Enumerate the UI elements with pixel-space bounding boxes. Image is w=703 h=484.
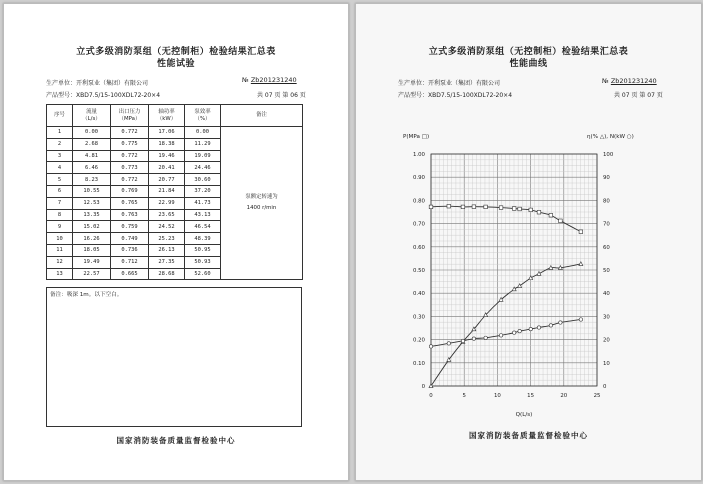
y-right-tick-label: 80 [603,198,610,205]
table-cell: 0.773 [111,162,149,174]
y-left-tick-label: 0.30 [412,314,425,321]
report-number [242,76,297,84]
performance-chart [356,119,701,419]
report-no-label: № [602,77,609,85]
table-cell: 52.60 [185,268,221,280]
table-header-row [47,105,303,127]
report-no-value: Zb201231240 [250,76,297,84]
chart-grid [431,154,597,386]
table-cell: 12.53 [73,197,111,209]
table-cell: 30.60 [185,174,221,186]
pressure-point [484,205,488,209]
pressure-point [518,207,522,211]
pressure-point [529,208,533,212]
y-left-tick-label: 0.20 [412,337,425,344]
table-cell: 0.00 [185,127,221,139]
table-cell: 18.05 [73,244,111,256]
table-cell: 0.772 [111,150,149,162]
model-label: 产品型号： [46,92,77,99]
x-tick-label: 20 [560,393,568,399]
y-right-tick-label: 70 [603,221,610,228]
power-point [518,329,521,332]
pressure-point [461,205,465,209]
x-axis-label: Q(L/s) [515,412,533,418]
efficiency-curve [431,264,581,386]
y-left-tick-label: 0.80 [412,198,425,205]
power-point [579,318,582,321]
table-cell: 4.81 [73,150,111,162]
remark-line: 泵额定转速为 [245,194,278,201]
results-table-page [3,3,349,481]
pressure-point [579,230,583,234]
y-left-tick-label: 0.50 [412,268,425,274]
report-no-value: Zb201231240 [610,77,657,85]
table-cell: 10 [47,233,73,245]
table-cell: 27.35 [149,256,185,268]
table-cell: 37.20 [185,185,221,197]
table-cell: 11 [47,244,73,256]
table-cell: 0.775 [111,138,149,150]
table-cell: 0.712 [111,256,149,268]
table-cell: 19.49 [73,256,111,268]
issuer-footer: 国家消防装备质量监督检验中心 [116,436,236,445]
table-cell: 2 [47,138,73,150]
table-cell: 4 [47,162,73,174]
efficiency-point [529,276,533,280]
y-left-tick-label: 0.40 [412,291,425,298]
manufacturer-line [46,78,148,87]
table-cell: 0.772 [111,174,149,186]
power-point [472,337,475,340]
table-cell: 0.749 [111,233,149,245]
table-cell: 46.54 [185,221,221,233]
efficiency-point [579,262,583,266]
table-cell: 8.23 [73,174,111,186]
table-cell: 11.29 [185,138,221,150]
table-cell: 16.26 [73,233,111,245]
power-point [484,336,487,339]
table-cell: 0.759 [111,221,149,233]
report-number [602,77,657,85]
table-cell: 0.763 [111,209,149,221]
table-cell: 26.13 [149,244,185,256]
table-cell: 2.68 [73,138,111,150]
x-tick-label: 0 [429,393,433,399]
manufacturer-value: 开利泵业（集团）有限公司 [428,80,501,87]
x-tick-label: 5 [462,393,466,399]
power-point [512,331,515,334]
pressure-point [472,205,476,209]
table-cell: 22.99 [149,197,185,209]
table-cell: 50.93 [185,256,221,268]
table-cell: 43.13 [185,209,221,221]
y-left-tick-label: 0.60 [412,244,425,251]
table-cell: 13.35 [73,209,111,221]
manufacturer-label: 生产单位： [46,80,77,87]
pressure-point [559,219,563,223]
power-point [559,321,562,324]
x-tick-label: 10 [493,393,501,399]
table-cell: 22.57 [73,268,111,280]
table-cell: 3 [47,150,73,162]
remark-line: 1400 r/min [246,205,277,212]
table-cell: 28.68 [149,268,185,280]
table-cell: 18.38 [149,138,185,150]
power-point [529,327,532,330]
table-cell: 12 [47,256,73,268]
table-cell: 41.73 [185,197,221,209]
table-cell: 19.09 [185,150,221,162]
y-left-tick-label: 0.90 [412,175,425,182]
y-right-tick-label: 50 [603,268,610,274]
y-right-tick-label: 40 [603,291,610,298]
table-cell: 0.736 [111,244,149,256]
y-right-tick-label: 90 [603,175,610,182]
model-line [398,90,512,99]
table-cell: 21.84 [149,185,185,197]
y-right-axis-label: η(% △), N(kW ○) [587,134,634,140]
table-cell: 15.02 [73,221,111,233]
table-cell: 10.55 [73,185,111,197]
table-cell: 19.46 [149,150,185,162]
table-cell: 24.52 [149,221,185,233]
table-cell: 48.39 [185,233,221,245]
y-left-axis-label: P(MPa □) [403,134,430,140]
page-count: 共 07 页 第 07 页 [614,92,663,99]
manufacturer-line [398,78,500,87]
table-cell: 0.765 [111,197,149,209]
table-cell: 6 [47,185,73,197]
performance-curve-page [355,3,702,481]
table-cell: 25.23 [149,233,185,245]
power-point [461,339,464,342]
manufacturer-label: 生产单位： [398,80,429,87]
table-cell: 17.06 [149,127,185,139]
table-header-cell: 轴功率 （kW） [149,105,185,127]
table-header-cell: 备注 [221,105,303,127]
x-tick-label: 25 [593,393,601,399]
y-left-tick-label: 0.70 [412,221,425,228]
page-title: 立式多级消防泵组（无控制柜）检验结果汇总表 [76,47,276,57]
performance-table [46,104,303,280]
x-tick-label: 15 [527,393,535,399]
model-value: XBD7.5/15-100XDL72-20×4 [428,92,513,99]
pressure-point [429,205,433,209]
table-cell: 50.95 [185,244,221,256]
table-cell: 0.769 [111,185,149,197]
table-cell: 5 [47,174,73,186]
y-left-tick-label: 0.10 [412,360,425,367]
table-cell: 13 [47,268,73,280]
y-right-tick-label: 10 [603,360,610,367]
table-cell: 0.772 [111,127,149,139]
table-cell: 1 [47,127,73,139]
table-cell: 8 [47,209,73,221]
remark-cell [221,127,303,280]
y-left-tick-label: 0 [421,384,425,390]
table-header-cell: 序号 [47,105,73,127]
table-cell: 7 [47,197,73,209]
table-body [47,127,303,280]
power-curve [431,319,581,346]
table-row [47,127,303,139]
issuer-footer: 国家消防装备质量监督检验中心 [469,431,588,440]
page-count: 共 07 页 第 06 页 [257,92,306,99]
power-point [429,345,432,348]
y-right-tick-label: 20 [603,337,610,344]
report-no-label: № [242,76,249,84]
power-point [549,324,552,327]
power-point [499,334,502,337]
page-title: 立式多级消防泵组（无控制柜）检验结果汇总表 [428,47,629,57]
y-right-tick-label: 60 [603,244,610,251]
table-note: 备注：吸深 1m。以下空白。 [46,287,302,427]
table-cell: 23.65 [149,209,185,221]
power-point [537,326,540,329]
y-right-tick-label: 30 [603,314,610,321]
pressure-point [447,204,451,208]
table-header-cell: 出口压力 （MPa） [111,105,149,127]
table-cell: 9 [47,221,73,233]
page-subtitle: 性能曲线 [509,59,548,69]
pressure-point [549,213,553,217]
pressure-point [537,210,541,214]
model-line [46,90,160,99]
model-value: XBD7.5/15-100XDL72-20×4 [76,92,161,99]
table-cell: 0.00 [73,127,111,139]
manufacturer-value: 开利泵业（集团）有限公司 [76,80,149,87]
model-label: 产品型号： [398,92,429,99]
table-cell: 20.77 [149,174,185,186]
table-cell: 20.41 [149,162,185,174]
pressure-point [512,207,516,211]
y-right-tick-label: 0 [603,384,607,390]
table-cell: 0.665 [111,268,149,280]
table-cell: 24.46 [185,162,221,174]
table-cell: 6.46 [73,162,111,174]
table-header-cell: 泵效率 （%） [185,105,221,127]
power-point [447,342,450,345]
y-left-tick-label: 1.00 [412,152,425,158]
y-right-tick-label: 100 [603,152,614,158]
page-subtitle: 性能试验 [156,59,195,69]
pressure-point [499,206,503,210]
table-header-cell: 流量 （L/s） [73,105,111,127]
